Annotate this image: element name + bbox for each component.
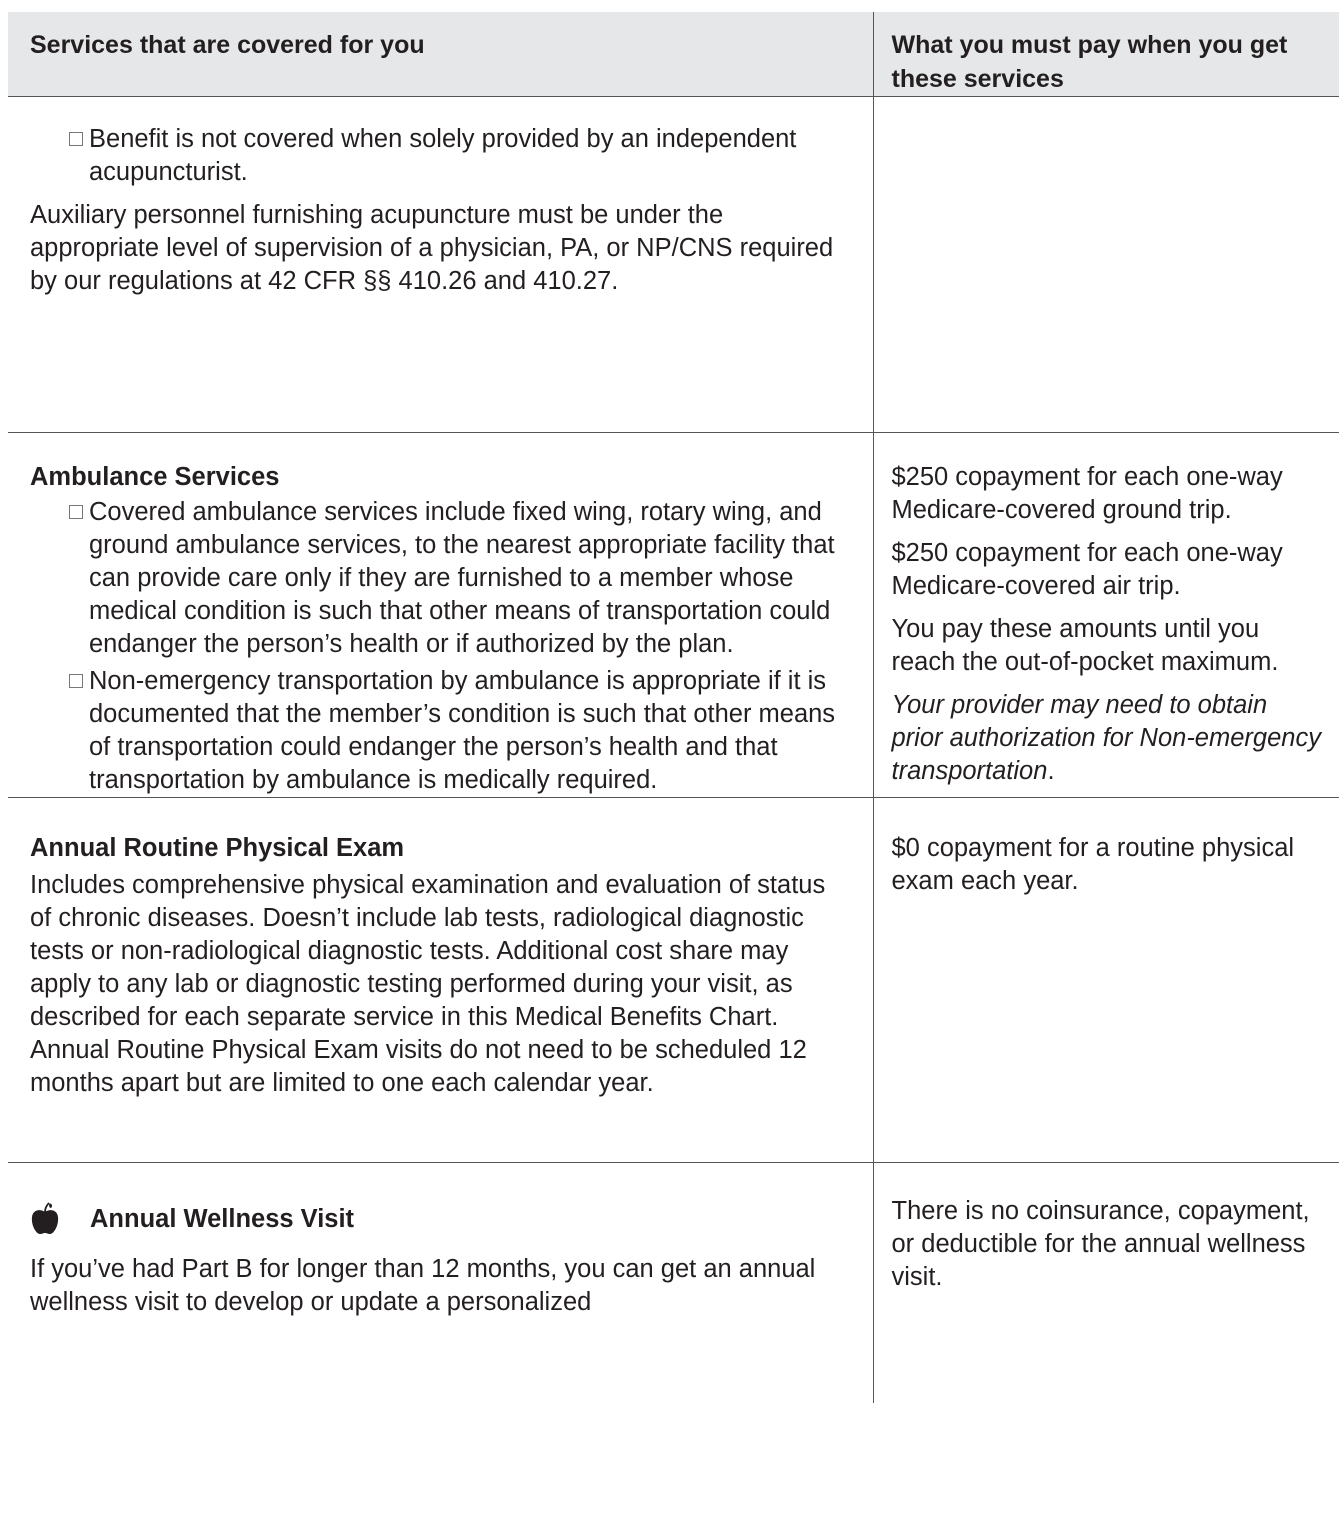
physical-exam-services-cell — [8, 798, 873, 1163]
bullet-box-icon — [69, 505, 83, 519]
services-column-header: Services that are covered for you — [8, 12, 873, 97]
ambulance-bullet-2: Non-emergency transportation by ambulance is appropriate if it is documented that the member’s condition is such that other means of transportation could endanger the person’s health and that transportation by ambulance is medically required. — [89, 667, 836, 794]
wellness-cost-text: There is no coinsurance, copayment, or deductible for the annual wellness visit. — [891, 1197, 1310, 1291]
physical-exam-pay-cell — [873, 798, 1339, 1163]
ambulance-oop-note: You pay these amounts until you reach the out-of-pocket maximum. — [891, 615, 1279, 676]
acupuncture-services-cell — [8, 97, 873, 433]
ambulance-bullet-1: Covered ambulance services include fixed wing, rotary wing, and ground ambulance services, to the nearest appropriate facility that can provide care only if they are furnished to a member whose medical condition is such that other means of transportation could endanger the person’s health or if authorized by the plan. — [89, 498, 835, 658]
ambulance-services-cell — [8, 433, 873, 798]
wellness-services-cell — [8, 1163, 873, 1403]
physical-exam-description: Includes comprehensive physical examination and evaluation of status of chronic diseases. Doesn’t include lab tests, radiological diagnostic tests or non-radiological diagnostic tests. Additional cost share may apply to any lab or diagnostic testing performed during your visit, as described for each separate service in this Medical Benefits Chart. Annual Routine Physical Exam visits do not need to be scheduled 12 months apart but are limited to one each calendar year. — [30, 871, 826, 1097]
ambulance-air-copay: $250 copayment for each one-way Medicare-covered air trip. — [891, 539, 1283, 600]
bullet-box-icon — [69, 132, 83, 146]
prior-auth-italic-text: Your provider may need to obtain prior authorization for Non-emergency transportation — [891, 691, 1321, 785]
apple-icon — [30, 1202, 60, 1236]
prior-auth-period: . — [1047, 757, 1055, 785]
acupuncture-pay-cell — [873, 97, 1339, 433]
table-row-ambulance — [8, 433, 1339, 798]
table-header-row — [8, 12, 1339, 97]
wellness-title-row — [30, 1201, 853, 1237]
ambulance-pay-cell — [873, 433, 1339, 798]
wellness-pay-cell — [873, 1163, 1339, 1403]
physical-exam-copay: $0 copayment for a routine physical exam each year. — [891, 834, 1295, 895]
bullet-item — [30, 496, 853, 661]
acupuncture-bullet-text: Benefit is not covered when solely provided by an independent acupuncturist. — [89, 125, 797, 186]
table-row-wellness — [8, 1163, 1339, 1403]
bullet-item — [30, 123, 853, 189]
wellness-description: If you’ve had Part B for longer than 12 months, you can get an annual wellness visit to develop or update a personalized — [30, 1255, 816, 1316]
wellness-title: Annual Wellness Visit — [90, 1204, 355, 1233]
ambulance-title: Ambulance Services — [30, 463, 280, 491]
pay-column-header: What you must pay when you get these services — [873, 12, 1339, 97]
ambulance-prior-auth-note — [892, 689, 1326, 788]
table-row-acupuncture — [8, 97, 1339, 433]
ambulance-ground-copay: $250 copayment for each one-way Medicare-covered ground trip. — [891, 463, 1283, 524]
bullet-box-icon — [69, 674, 83, 688]
medical-benefits-table — [8, 12, 1339, 1403]
physical-exam-title: Annual Routine Physical Exam — [30, 834, 405, 862]
table-row-physical-exam — [8, 798, 1339, 1163]
acupuncture-supervision-text: Auxiliary personnel furnishing acupuncture must be under the appropriate level of supervision of a physician, PA, or NP/CNS required by our regulations at 42 CFR §§ 410.26 and 410.27. — [30, 201, 834, 295]
bullet-item — [30, 665, 853, 797]
